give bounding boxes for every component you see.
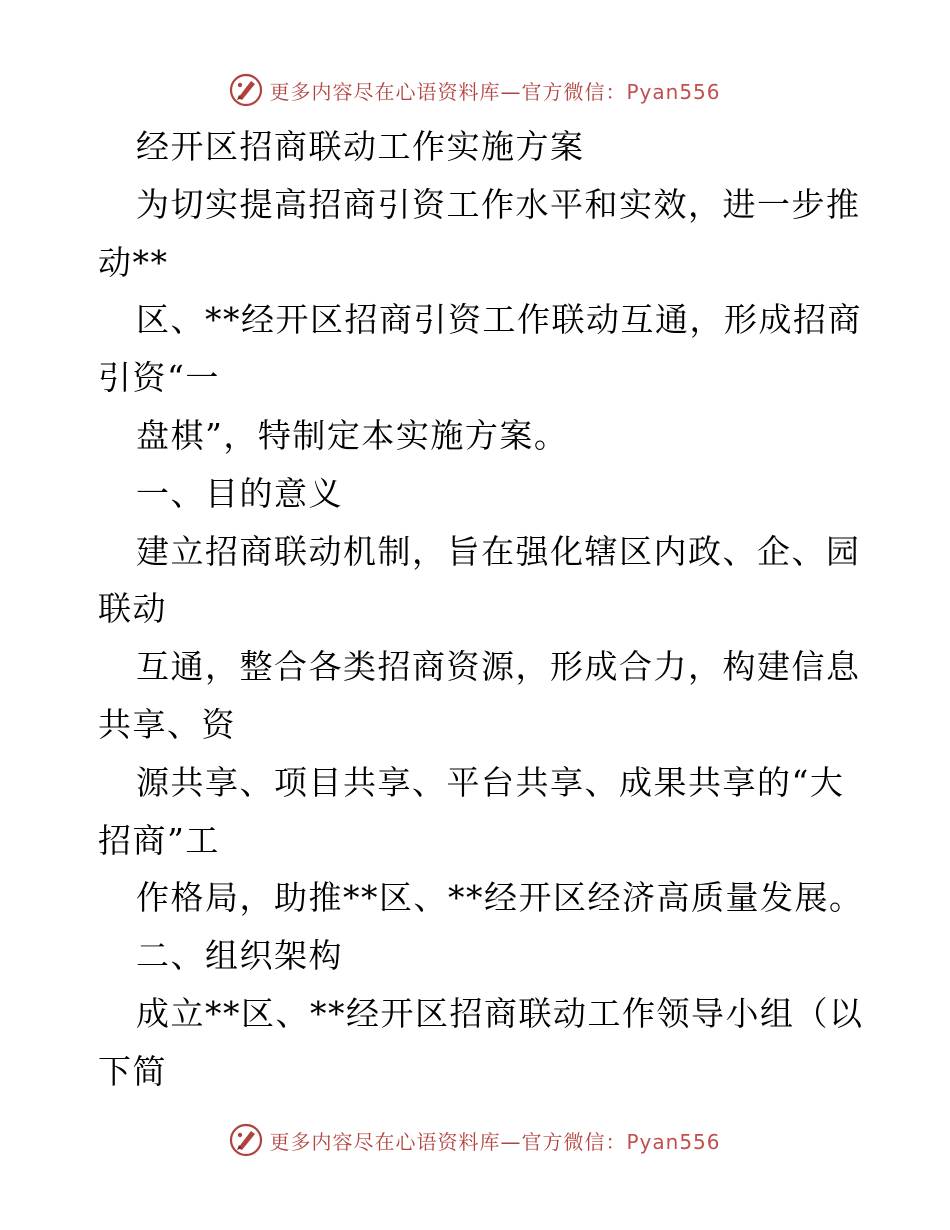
document-line: 建立招商联动机制，旨在强化辖区内政、企、园 <box>136 531 861 571</box>
document-line: 招商”工 <box>98 820 220 860</box>
watermark-separator: — <box>500 79 522 104</box>
document-line: 经开区招商联动工作实施方案 <box>136 127 585 166</box>
document-line: 联动 <box>98 589 167 629</box>
watermark-channel-text: 官方微信： <box>521 1129 627 1154</box>
document-line: 一、目的意义 <box>136 473 343 513</box>
document-line: 下简 <box>98 1051 167 1091</box>
watermark-main-text: 更多内容尽在心语资料库 <box>269 1129 501 1154</box>
quill-pen-logo-icon <box>229 1123 263 1157</box>
document-line: 动** <box>98 242 169 282</box>
watermark-main-text: 更多内容尽在心语资料库 <box>269 79 501 104</box>
document-body <box>98 118 864 1101</box>
watermark-id-text: Pyan556 <box>626 1129 721 1154</box>
document-line: 区、**经开区招商引资工作联动互通，形成招商 <box>136 300 862 340</box>
watermark-separator: — <box>500 1129 522 1154</box>
document-line: 引资“一 <box>98 358 220 398</box>
watermark-text <box>269 1126 720 1155</box>
document-line: 互通，整合各类招商资源，形成合力，构建信息 <box>136 647 861 687</box>
watermark-id-text: Pyan556 <box>626 79 721 104</box>
document-line: 盘棋”，特制定本实施方案。 <box>136 415 569 455</box>
watermark-channel-text: 官方微信： <box>521 79 627 104</box>
footer-watermark <box>0 1120 950 1160</box>
document-line: 共享、资 <box>98 704 236 744</box>
quill-pen-logo-icon <box>229 73 263 107</box>
document-line: 作格局，助推**区、**经开区经济高质量发展。 <box>136 878 864 918</box>
watermark-text <box>269 76 720 105</box>
header-watermark <box>0 70 950 110</box>
document-line: 二、组织架构 <box>136 936 343 976</box>
document-line: 源共享、项目共享、平台共享、成果共享的“大 <box>136 762 845 802</box>
document-line: 为切实提高招商引资工作水平和实效，进一步推 <box>136 184 861 224</box>
document-line: 成立**区、**经开区招商联动工作领导小组（以 <box>136 993 864 1033</box>
